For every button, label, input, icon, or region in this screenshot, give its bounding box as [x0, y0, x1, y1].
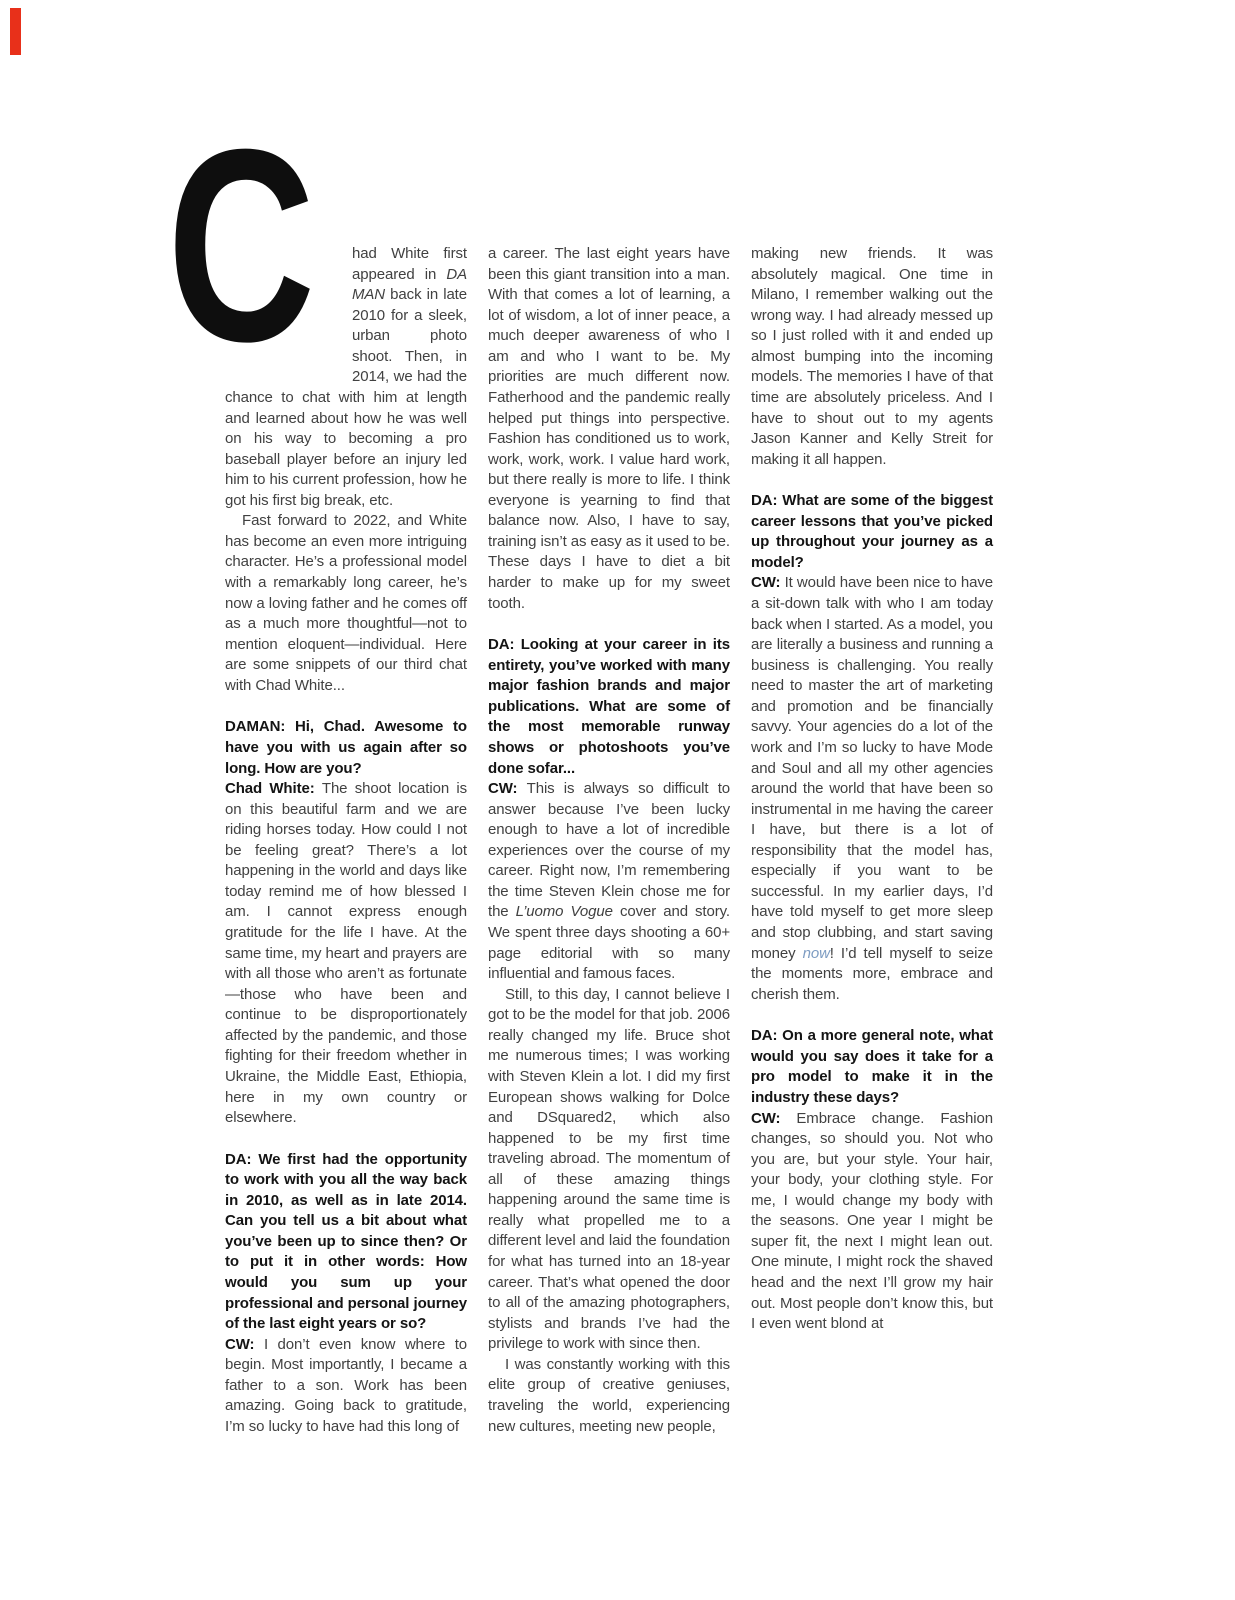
article-columns	[167, 93, 993, 1438]
question-paragraph: DA: What are some of the biggest career lessons that you’ve picked up throughout your journey as a model?	[751, 492, 993, 571]
question-paragraph: DA: Looking at your career in its entirety, you’ve worked with many major fashion brands and major publications. What are some of the most memorable runway shows or photoshoots you’ve done sofar...	[488, 636, 730, 777]
body-paragraph: making new friends. It was absolutely magical. One time in Milano, I remember walking out the wrong way. I had already messed up so I just rolled with it and ended up almost bumping into the incoming models. The memories I have of that time are absolutely priceless. And I have to shout out to my agents Jason Kanner and Kelly Streit for making it all happen.	[751, 245, 993, 468]
question-paragraph: DAMAN: Hi, Chad. Awesome to have you with us again after so long. How are you?	[225, 718, 467, 777]
body-paragraph: CW: Embrace change. Fashion changes, so should you. Not who you are, but your style. Your hair, your body, your clothing style. For me, I would change my body with the seasons. One year I might be super fit, the next I might lean out. One minute, I might rock the shaved head and the next I’ll grow my hair out. Most people don’t know this, but I even went blond at	[751, 1109, 993, 1333]
body-paragraph: C had White first appeared in DA MAN back in late 2010 for a sleek, urban photo shoot. Then, in 2014, we had the chance to chat with him at length and learned about how he was well on his way to becoming a pro baseball player before an injury led him to his current profession, how he got his first big break, etc.	[167, 93, 467, 509]
question-paragraph: DA: On a more general note, what would you say does it take for a pro model to make it in the industry these days?	[751, 1027, 993, 1106]
body-paragraph: I was constantly working with this elite group of creative geniuses, traveling the world, experiencing new cultures, meeting new people,	[488, 1355, 730, 1435]
article-column-3	[751, 244, 993, 1438]
body-paragraph: Fast forward to 2022, and White has become an even more intriguing character. He’s a professional model with a remarkably long career, he’s now a loving father and he comes off as a much more thoughtful—not to mention eloquent—individual. Here are some snippets of our third chat with Chad White...	[225, 512, 467, 694]
article-column-1	[167, 93, 468, 1438]
body-paragraph: CW: This is always so difficult to answer because I’ve been lucky enough to have a lot of incredible experiences over the course of my career. Right now, I’m remembering the time Steven Klein chose me for the L’uomo Vogue cover and story. We spent three days shooting a 60+ page editorial with so many influential and famous faces.	[488, 780, 731, 983]
red-edge-mark	[10, 8, 21, 55]
article-column-2	[488, 244, 730, 1438]
drop-cap: C	[167, 93, 316, 399]
body-paragraph: CW: It would have been nice to have a sit-down talk with who I am today back when I started. As a model, you are literally a business and running a business is challenging. You really need to master the art of marketing and promotion and be financially savvy. Your agencies do a lot of the work and I’m so lucky to have Mode and Soul and all my other agencies around the world that have been so instrumental in me having the career I have, but there is a lot of responsibility that the model has, especially if you want to be successful. In my earlier days, I’d have told myself to get more sleep and stop clubbing, and start saving money now! I’d tell myself to seize the moments more, embrace and cherish them.	[751, 574, 993, 1003]
question-paragraph: DA: We first had the opportunity to work with you all the way back in 2010, as well as in late 2014. Can you tell us a bit about what you’ve been up to since then? Or to put it in other words: How would you sum up your professional and personal journey of the last eight years or so?	[225, 1150, 467, 1333]
body-paragraph: CW: I don’t even know where to begin. Most importantly, I became a father to a son. Work has been amazing. Going back to gratitude, I’m so lucky to have had this long of	[225, 1335, 468, 1435]
body-paragraph: Still, to this day, I cannot believe I got to be the model for that job. 2006 really changed my life. Bruce shot me numerous times; I was working with Steven Klein a lot. I did my first European shows walking for Dolce and DSquared2, which also happened to be my first time traveling abroad. The momentum of all of these amazing things happening around the same time is really what propelled me to a different level and laid the foundation for what has turned into an 18-year career. That’s what opened the door to all of the amazing photographers, stylists and brands I’ve had the privilege to work with since then.	[488, 985, 730, 1353]
body-paragraph: Chad White: The shoot location is on this beautiful farm and we are riding horses today. How could I not be feeling great? There’s a lot happening in the world and days like today remind me of how blessed I am. I cannot express enough gratitude for the life I have. At the same time, my heart and prayers are with all those who aren’t as fortunate—those who have been and continue to be disproportionately affected by the pandemic, and those fighting for their freedom whether in Ukraine, the Middle East, Ethiopia, here in my own country or elsewhere.	[225, 780, 467, 1127]
body-paragraph: a career. The last eight years have been this giant transition into a man. With that comes a lot of learning, a lot of wisdom, a lot of inner peace, a much deeper awareness of who I am and who I want to be. My priorities are much different now. Fatherhood and the pandemic really helped put things into perspective. Fashion has conditioned us to work, work, work, work. I value hard work, but there really is more to life. I think everyone is yearning to find that balance now. Also, I have to say, training isn’t as easy as it used to be. These days I have to diet a bit harder to make up for my sweet tooth.	[488, 245, 730, 612]
